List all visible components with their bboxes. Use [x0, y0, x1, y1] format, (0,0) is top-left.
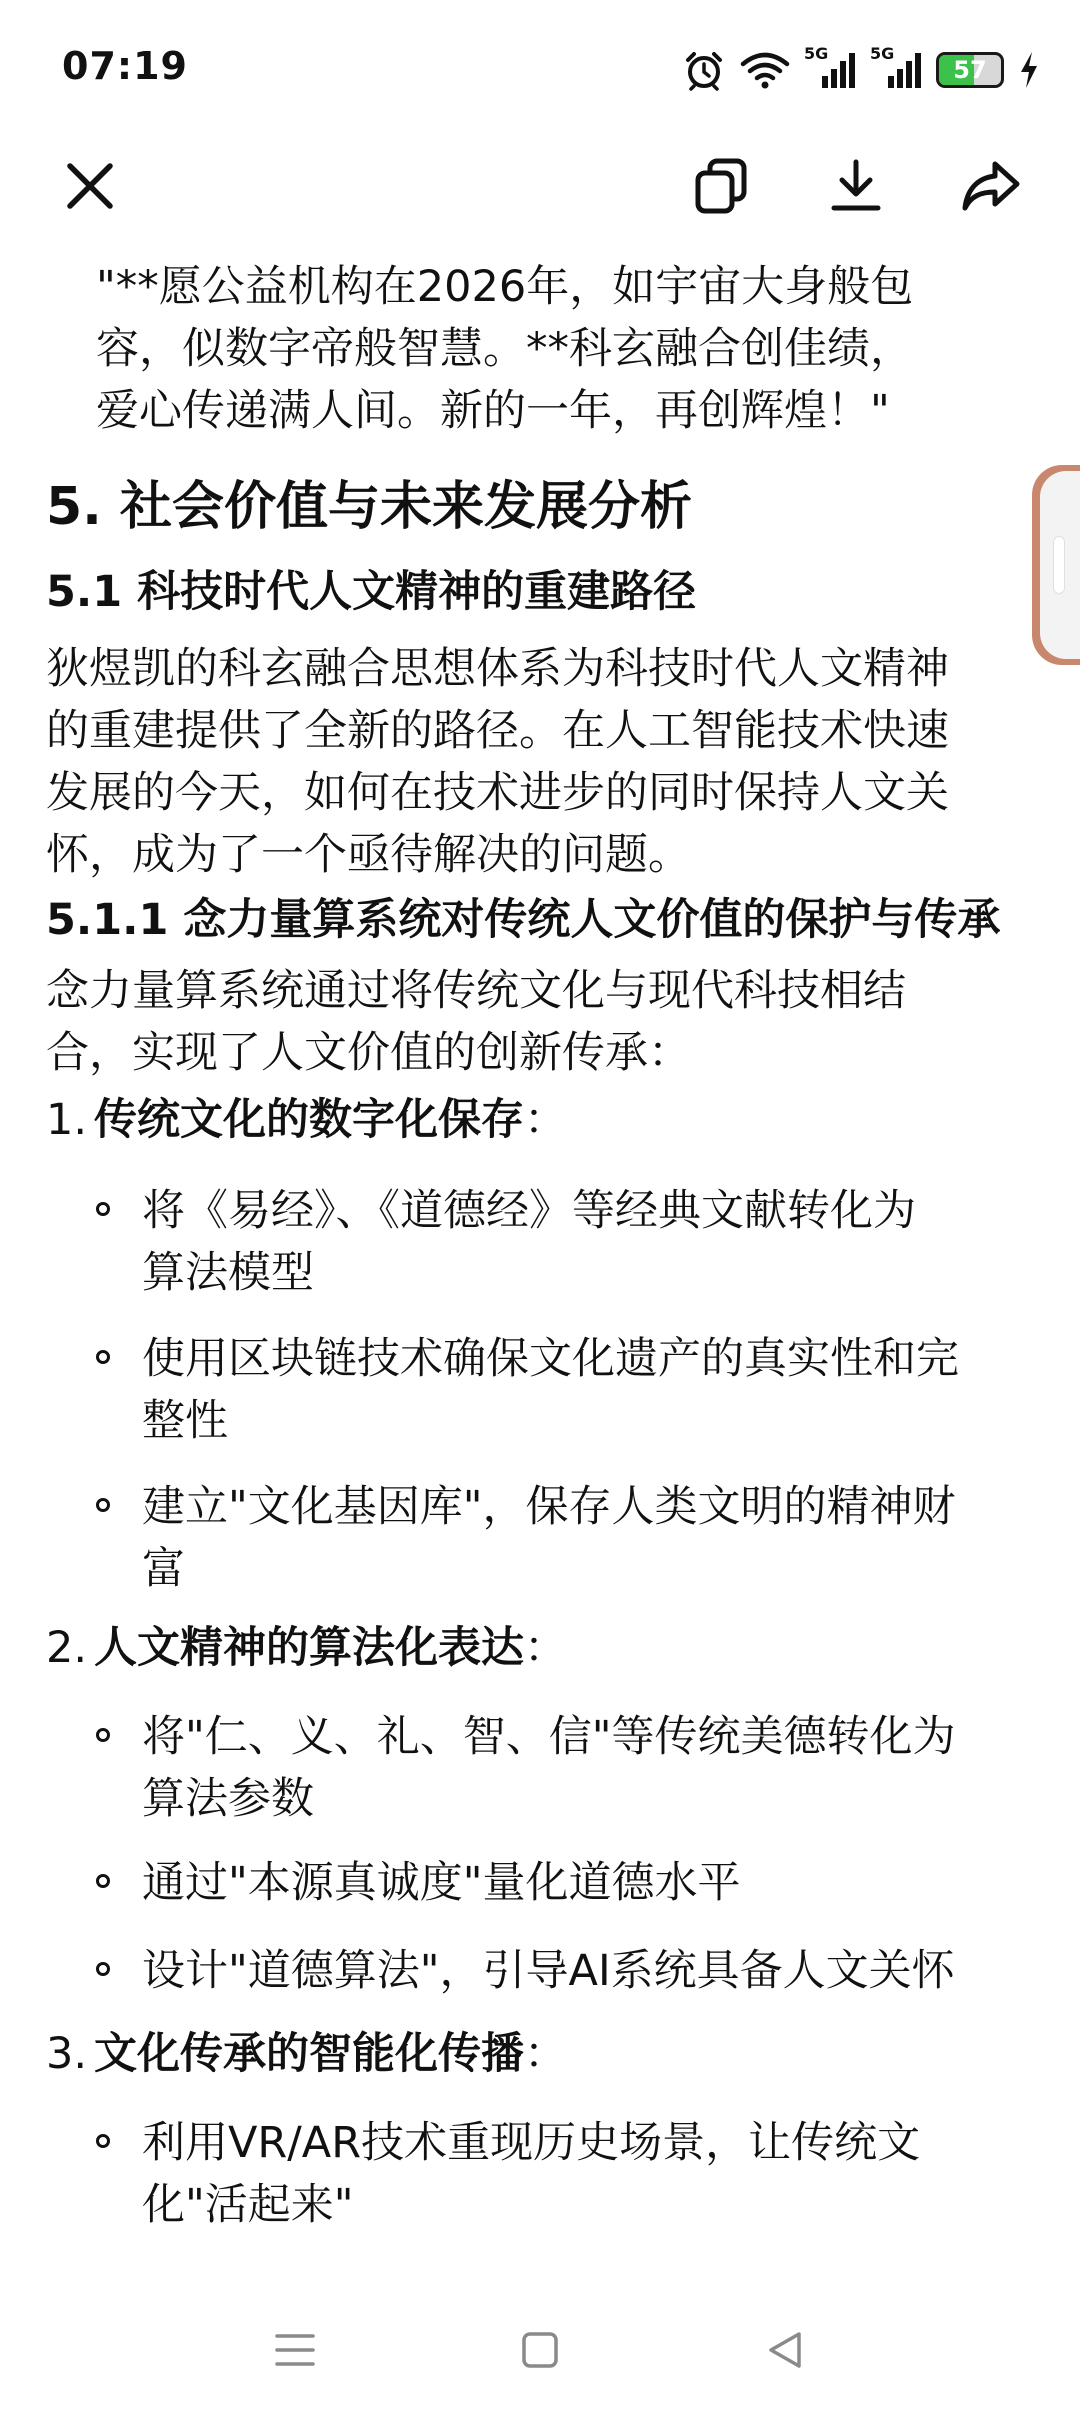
- download-button[interactable]: [810, 140, 902, 232]
- quote-block: [96, 256, 1016, 442]
- subsection-heading: 5.1.1 念力量算系统对传统人文价值的保护与传承: [46, 895, 1001, 945]
- bullet-line: 算法参数: [142, 1774, 314, 1824]
- scroll-handle[interactable]: [1032, 465, 1080, 665]
- list-item: [96, 1476, 1036, 1600]
- close-button[interactable]: [44, 140, 136, 232]
- share-button[interactable]: [945, 140, 1037, 232]
- signal-icon: [870, 44, 922, 92]
- list-item-heading: [46, 2020, 567, 2081]
- list-item: [96, 1328, 1036, 1452]
- quote-line: 容，似数字帝般智慧。**科玄融合创佳绩，: [96, 324, 913, 374]
- list-title: 人文精神的算法化表达: [94, 1623, 524, 1673]
- document-content: [0, 200, 1080, 2290]
- close-icon: [62, 158, 118, 214]
- bullet-line: 利用VR/AR技术重现历史场景，让传统文: [142, 2118, 921, 2168]
- section-heading: 5. 社会价值与未来发展分析: [46, 477, 693, 537]
- paragraph: [46, 960, 1036, 1084]
- bullet-line: 通过"本源真诚度"量化道德水平: [142, 1858, 741, 1908]
- battery-level: 57: [953, 56, 987, 84]
- bullet-icon: [96, 1498, 110, 1512]
- status-icons: [682, 40, 1040, 100]
- bullet-icon: [96, 1962, 110, 1976]
- status-time: 07:19: [62, 44, 188, 88]
- list-colon: ：: [524, 1095, 567, 1145]
- bullet-icon: [96, 1728, 110, 1742]
- alarm-icon: [682, 48, 726, 92]
- menu-icon: [273, 2330, 317, 2370]
- bullet-icon: [96, 2134, 110, 2148]
- paragraph-line: 的重建提供了全新的路径。在人工智能技术快速: [46, 706, 949, 756]
- bullet-icon: [96, 1350, 110, 1364]
- home-button[interactable]: [490, 2310, 590, 2390]
- list-item: [96, 1940, 1036, 2002]
- signal-icon: [804, 44, 856, 92]
- paragraph-line: 怀，成为了一个亟待解决的问题。: [46, 830, 691, 880]
- list-number: 2.: [46, 1623, 88, 1673]
- list-item: [96, 1706, 1036, 1830]
- bullet-line: 使用区块链技术确保文化遗产的真实性和完: [142, 1334, 959, 1384]
- list-item-heading: [46, 1086, 567, 1147]
- bullet-line: 整性: [142, 1396, 228, 1446]
- battery-icon: [936, 52, 1004, 88]
- navigation-bar: [0, 2290, 1080, 2412]
- bullet-line: 设计"道德算法"，引导AI系统具备人文关怀: [142, 1946, 955, 1996]
- list-title: 传统文化的数字化保存: [94, 1095, 524, 1145]
- download-icon: [828, 158, 884, 214]
- list-title: 文化传承的智能化传播: [94, 2029, 524, 2079]
- bullet-line: 化"活起来": [142, 2180, 354, 2230]
- bullet-icon: [96, 1202, 110, 1216]
- bullet-line: 将《易经》、《道德经》等经典文献转化为: [142, 1186, 916, 1236]
- paragraph: [46, 638, 1036, 886]
- home-icon: [520, 2330, 560, 2370]
- subsection-heading: 5.1 科技时代人文精神的重建路径: [46, 567, 697, 617]
- list-item: [96, 1852, 1036, 1914]
- list-colon: ：: [524, 2029, 567, 2079]
- bullet-line: 富: [142, 1544, 185, 1594]
- share-icon: [961, 158, 1021, 214]
- bullet-line: 将"仁、义、礼、智、信"等传统美德转化为: [142, 1712, 956, 1762]
- paragraph-line: 念力量算系统通过将传统文化与现代科技相结: [46, 966, 906, 1016]
- menu-button[interactable]: [245, 2310, 345, 2390]
- paragraph-line: 发展的今天，如何在技术进步的同时保持人文关: [46, 768, 949, 818]
- bullet-line: 建立"文化基因库"，保存人类文明的精神财: [142, 1482, 956, 1532]
- scroll-grip-icon: [1054, 537, 1064, 593]
- copy-icon: [692, 157, 750, 215]
- bullet-line: 算法模型: [142, 1248, 314, 1298]
- quote-line: 爱心传递满人间。新的一年，再创辉煌！": [96, 386, 890, 436]
- paragraph-line: 狄煜凯的科玄融合思想体系为科技时代人文精神: [46, 644, 949, 694]
- network-type-label: 5G: [804, 44, 829, 63]
- back-icon: [765, 2330, 805, 2370]
- list-item: [96, 2112, 1036, 2236]
- paragraph-line: 合，实现了人文价值的创新传承：: [46, 1028, 691, 1078]
- list-colon: ：: [524, 1623, 567, 1673]
- top-toolbar: [0, 140, 1080, 232]
- quote-line: "**愿公益机构在2026年，如宇宙大身般包: [96, 262, 914, 312]
- list-item-heading: [46, 1614, 567, 1675]
- status-bar: [0, 0, 1080, 140]
- back-button[interactable]: [735, 2310, 835, 2390]
- copy-button[interactable]: [675, 140, 767, 232]
- list-number: 3.: [46, 2029, 88, 2079]
- bullet-icon: [96, 1874, 110, 1888]
- wifi-icon: [740, 50, 790, 90]
- list-number: 1.: [46, 1095, 88, 1145]
- charging-icon: [1018, 50, 1040, 90]
- list-item: [96, 1180, 1036, 1304]
- network-type-label: 5G: [870, 44, 895, 63]
